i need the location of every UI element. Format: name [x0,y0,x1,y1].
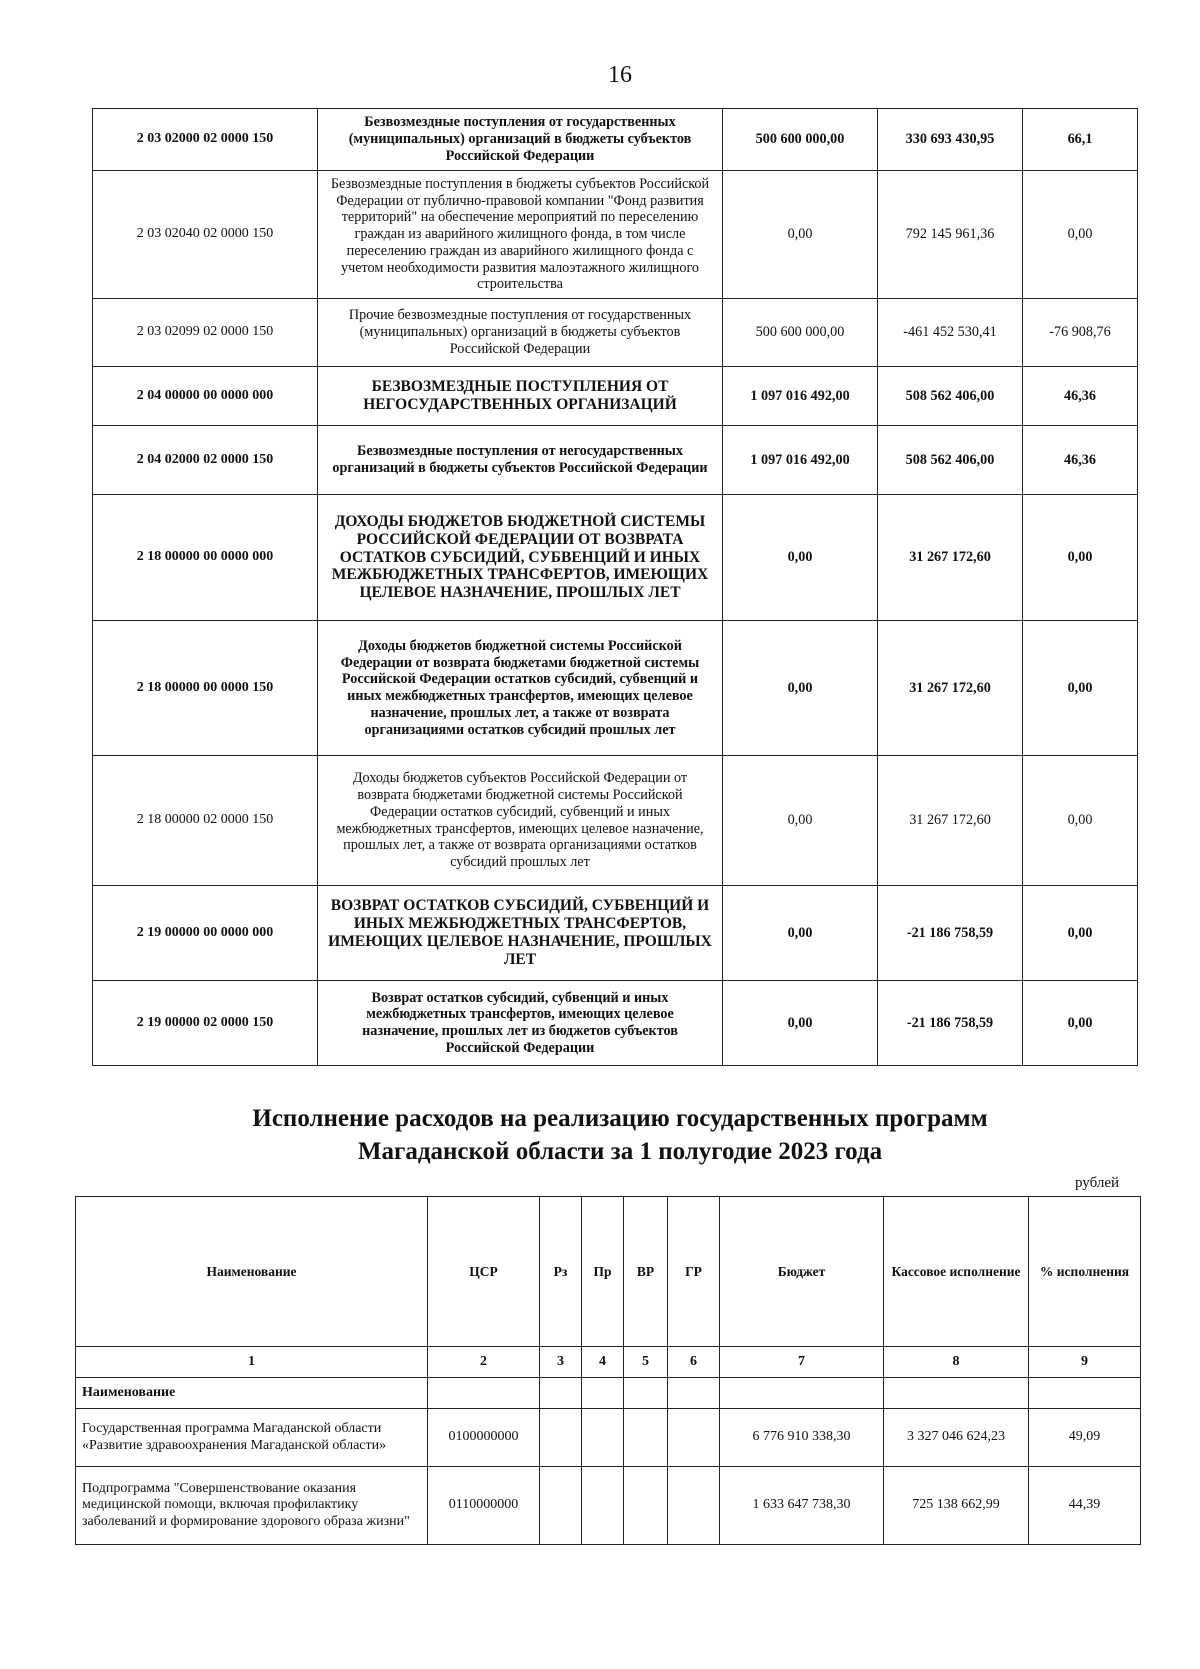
program-percent-cell: 49,09 [1029,1409,1141,1467]
program-gr-cell [668,1467,720,1545]
column-number: 9 [1029,1347,1141,1378]
header-percent: % исполнения [1029,1197,1141,1347]
income-budget-cell: 1 097 016 492,00 [723,367,878,426]
program-budget-cell: 6 776 910 338,30 [720,1409,884,1467]
income-name-cell: ДОХОДЫ БЮДЖЕТОВ БЮДЖЕТНОЙ СИСТЕМЫ РОССИЙСКОЙ ФЕДЕРАЦИИ ОТ ВОЗВРАТА ОСТАТКОВ СУБСИДИЙ, СУБВЕНЦИЙ И ИНЫХ МЕЖБЮДЖЕТНЫХ ТРАНСФЕРТОВ, ИМЕЮЩИХ ЦЕЛЕВОЕ НАЗНАЧЕНИЕ, ПРОШЛЫХ ЛЕТ [318,495,723,621]
column-number: 5 [624,1347,668,1378]
column-number: 1 [76,1347,428,1378]
income-name-cell: Безвозмездные поступления от негосударственных организаций в бюджеты субъектов Российской Федерации [318,426,723,495]
program-row [76,1467,1141,1545]
program-csr-cell: 0100000000 [428,1409,540,1467]
income-name-cell: Доходы бюджетов бюджетной системы Российской Федерации от возврата бюджетами бюджетной системы Российской Федерации остатков субсидий, субвенций и иных межбюджетных трансфертов, имеющих целевое назначение, прошлых лет, а также от возврата организациями остатков субсидий прошлых лет [318,621,723,756]
income-name-cell: Доходы бюджетов субъектов Российской Федерации от возврата бюджетами бюджетной системы Российской Федерации остатков субсидий, субвенций и иных межбюджетных трансфертов, имеющих целевое назначение, прошлых лет, а также от возврата организациями остатков субсидий прошлых лет [318,756,723,886]
income-code-cell: 2 18 00000 00 0000 150 [93,621,318,756]
empty-cell [582,1378,624,1409]
program-percent-cell: 44,39 [1029,1467,1141,1545]
page-number: 16 [608,62,632,88]
empty-cell [1029,1378,1141,1409]
empty-cell [624,1378,668,1409]
program-rz-cell [540,1467,582,1545]
income-executed-cell: 31 267 172,60 [878,495,1023,621]
income-budget-cell: 500 600 000,00 [723,109,878,171]
group-label: Наименование [76,1378,428,1409]
empty-cell [720,1378,884,1409]
income-budget-cell: 0,00 [723,981,878,1066]
program-pr-cell [582,1467,624,1545]
income-row [93,621,1138,756]
income-name-cell: Безвозмездные поступления в бюджеты субъектов Российской Федерации от публично-правовой компании "Фонд развития территорий" на обеспечение мероприятий по переселению граждан из аварийного жилищного фонда, в том числе переселению граждан из аварийного жилищного фонда с учетом необходимости развития малоэтажного жилищного строительства [318,171,723,299]
income-code-cell: 2 03 02040 02 0000 150 [93,171,318,299]
income-executed-cell: 508 562 406,00 [878,426,1023,495]
income-code-cell: 2 19 00000 00 0000 000 [93,886,318,981]
income-percent-cell: 46,36 [1023,426,1138,495]
income-executed-cell: -21 186 758,59 [878,886,1023,981]
income-name-cell: Прочие безвозмездные поступления от государственных (муниципальных) организаций в бюджеты субъектов Российской Федерации [318,299,723,367]
income-executed-cell: 31 267 172,60 [878,621,1023,756]
program-pr-cell [582,1409,624,1467]
income-name-cell: ВОЗВРАТ ОСТАТКОВ СУБСИДИЙ, СУБВЕНЦИЙ И ИНЫХ МЕЖБЮДЖЕТНЫХ ТРАНСФЕРТОВ, ИМЕЮЩИХ ЦЕЛЕВОЕ НАЗНАЧЕНИЕ, ПРОШЛЫХ ЛЕТ [318,886,723,981]
program-vr-cell [624,1409,668,1467]
program-rz-cell [540,1409,582,1467]
program-vr-cell [624,1467,668,1545]
income-budget-cell: 0,00 [723,171,878,299]
income-percent-cell: 0,00 [1023,756,1138,886]
income-code-cell: 2 03 02099 02 0000 150 [93,299,318,367]
header-budget: Бюджет [720,1197,884,1347]
program-executed-cell: 3 327 046 624,23 [884,1409,1029,1467]
program-csr-cell: 0110000000 [428,1467,540,1545]
income-code-cell: 2 19 00000 02 0000 150 [93,981,318,1066]
section-title [150,1102,1090,1168]
programs-header-row [76,1197,1141,1347]
empty-cell [428,1378,540,1409]
empty-cell [540,1378,582,1409]
income-name-cell: БЕЗВОЗМЕЗДНЫЕ ПОСТУПЛЕНИЯ ОТ НЕГОСУДАРСТВЕННЫХ ОРГАНИЗАЦИЙ [318,367,723,426]
program-budget-cell: 1 633 647 738,30 [720,1467,884,1545]
income-percent-cell: 0,00 [1023,495,1138,621]
income-percent-cell: 0,00 [1023,981,1138,1066]
program-name-cell: Подпрограмма "Совершенствование оказания медицинской помощи, включая профилактику заболеваний и формирование здорового образа жизни" [76,1467,428,1545]
income-row [93,495,1138,621]
income-percent-cell: 46,36 [1023,367,1138,426]
income-row [93,299,1138,367]
programs-table [75,1196,1141,1545]
income-budget-cell: 0,00 [723,621,878,756]
header-pr: Пр [582,1197,624,1347]
income-budget-cell: 0,00 [723,886,878,981]
program-name-cell: Государственная программа Магаданской области «Развитие здравоохранения Магаданской области» [76,1409,428,1467]
income-row [93,426,1138,495]
income-code-cell: 2 18 00000 00 0000 000 [93,495,318,621]
program-row [76,1409,1141,1467]
program-executed-cell: 725 138 662,99 [884,1467,1029,1545]
column-number: 7 [720,1347,884,1378]
income-budget-cell: 0,00 [723,756,878,886]
income-code-cell: 2 03 02000 02 0000 150 [93,109,318,171]
income-row [93,367,1138,426]
income-percent-cell: -76 908,76 [1023,299,1138,367]
income-percent-cell: 0,00 [1023,886,1138,981]
column-number: 3 [540,1347,582,1378]
group-row [76,1378,1141,1409]
income-budget-cell: 500 600 000,00 [723,299,878,367]
income-row [93,109,1138,171]
income-budget-cell: 0,00 [723,495,878,621]
header-gr: ГР [668,1197,720,1347]
header-vr: ВР [624,1197,668,1347]
section-title-line-2: Магаданской области за 1 полугодие 2023 года [357,1138,883,1165]
income-executed-cell: -21 186 758,59 [878,981,1023,1066]
programs-table-body [76,1347,1141,1545]
header-name: Наименование [76,1197,428,1347]
income-row [93,981,1138,1066]
income-code-cell: 2 18 00000 02 0000 150 [93,756,318,886]
income-executed-cell: 508 562 406,00 [878,367,1023,426]
income-table [92,108,1138,1066]
column-number: 8 [884,1347,1029,1378]
section-title-line-1: Исполнение расходов на реализацию государственных программ [252,1105,988,1132]
header-csr: ЦСР [428,1197,540,1347]
income-table-body [93,109,1138,1066]
header-rz: Рз [540,1197,582,1347]
income-row [93,886,1138,981]
income-percent-cell: 0,00 [1023,171,1138,299]
income-budget-cell: 1 097 016 492,00 [723,426,878,495]
program-gr-cell [668,1409,720,1467]
column-numbers-row [76,1347,1141,1378]
income-executed-cell: 330 693 430,95 [878,109,1023,171]
income-row [93,756,1138,886]
income-percent-cell: 0,00 [1023,621,1138,756]
income-executed-cell: 792 145 961,36 [878,171,1023,299]
income-code-cell: 2 04 00000 00 0000 000 [93,367,318,426]
income-executed-cell: 31 267 172,60 [878,756,1023,886]
income-code-cell: 2 04 02000 02 0000 150 [93,426,318,495]
income-row [93,171,1138,299]
income-percent-cell: 66,1 [1023,109,1138,171]
income-name-cell: Безвозмездные поступления от государственных (муниципальных) организаций в бюджеты субъектов Российской Федерации [318,109,723,171]
empty-cell [668,1378,720,1409]
units-label: рублей [1075,1175,1120,1191]
header-executed: Кассовое исполнение [884,1197,1029,1347]
column-number: 4 [582,1347,624,1378]
income-name-cell: Возврат остатков субсидий, субвенций и иных межбюджетных трансфертов, имеющих целевое назначение, прошлых лет из бюджетов субъектов Российской Федерации [318,981,723,1066]
column-number: 6 [668,1347,720,1378]
income-executed-cell: -461 452 530,41 [878,299,1023,367]
empty-cell [884,1378,1029,1409]
column-number: 2 [428,1347,540,1378]
